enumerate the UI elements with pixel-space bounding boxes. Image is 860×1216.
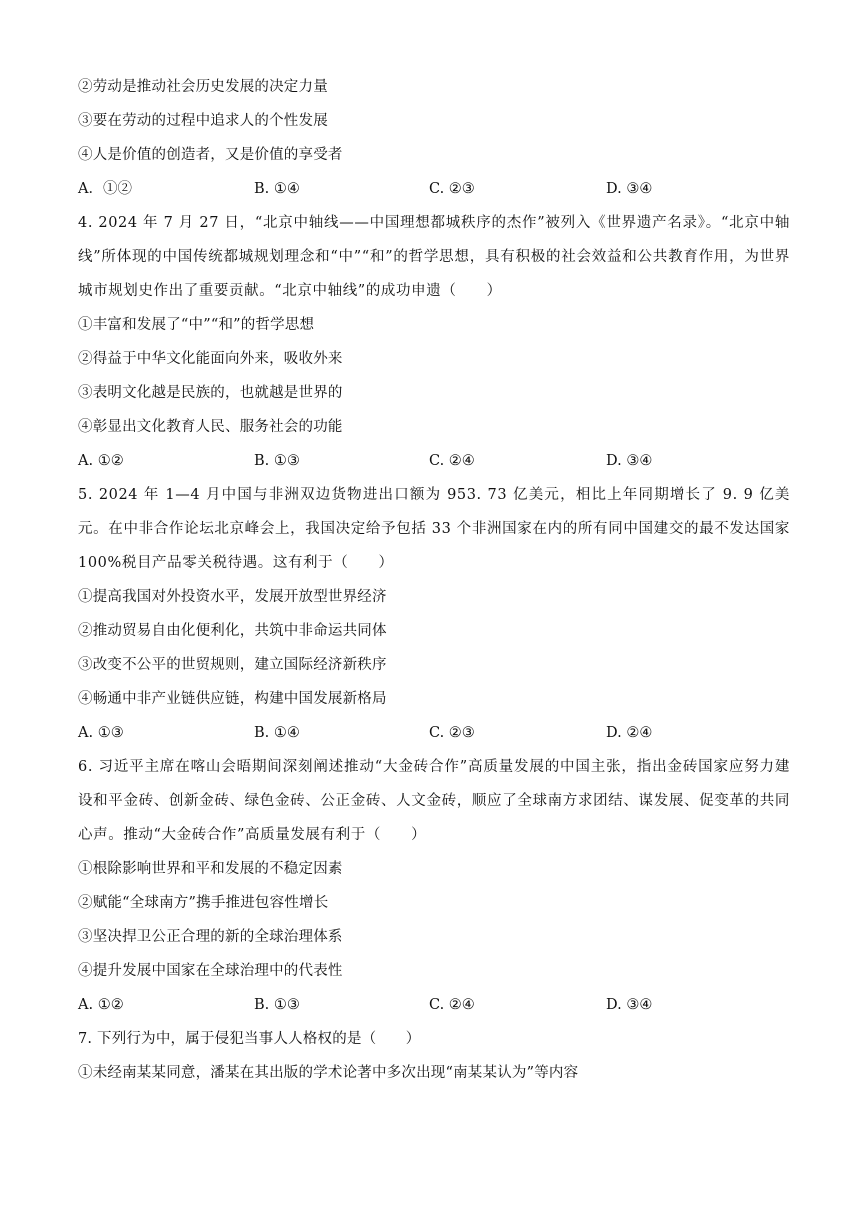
q6-stem: 6. 习近平主席在喀山会晤期间深刻阐述推动“大金砖合作”高质量发展的中国主张，指出金砖国家应努力建设和平金砖、创新金砖、绿色金砖、公正金砖、人文金砖，顺应了全球南方求团结、谋发展、促变革的共同心声。推动“大金砖合作”高质量发展有利于（ ） — [78, 759, 790, 843]
q3-option-c: C. ②③ — [429, 181, 475, 197]
q5-option-b: B. ①④ — [254, 725, 300, 741]
q3-option-b: B. ①④ — [254, 181, 300, 197]
q4-option-a: A. ①② — [78, 453, 124, 469]
q6-option-b: B. ①③ — [254, 997, 300, 1013]
q5-option-d: D. ②④ — [606, 725, 653, 741]
q6-option-d: D. ③④ — [606, 997, 653, 1013]
q5-item-1: ①提高我国对外投资水平，发展开放型世界经济 — [78, 589, 387, 605]
q3-item-3: ③要在劳动的过程中追求人的个性发展 — [78, 113, 328, 129]
q4-stem: 4. 2024 年 7 月 27 日，“北京中轴线——中国理想都城秩序的杰作”被列入《世界遗产名录》。“北京中轴线”所体现的中国传统都城规划理念和“中”“和”的哲学思想，具有积极的社会效益和公共教育作用，为世界城市规划史作出了重要贡献。“北京中轴线”的成功申遗（ ） — [78, 215, 790, 299]
q4-options — [78, 444, 790, 478]
q4-option-d: D. ③④ — [606, 453, 653, 469]
q4-option-b: B. ①③ — [254, 453, 300, 469]
q6-item-4: ④提升发展中国家在全球治理中的代表性 — [78, 963, 343, 979]
q6-item-1: ①根除影响世界和平和发展的不稳定因素 — [78, 861, 343, 877]
q6-option-c: C. ②④ — [429, 997, 475, 1013]
q5-item-2: ②推动贸易自由化便利化，共筑中非命运共同体 — [78, 623, 387, 639]
q6-option-a: A. ①② — [78, 997, 124, 1013]
q5-item-4: ④畅通中非产业链供应链，构建中国发展新格局 — [78, 691, 387, 707]
q3-item-2: ②劳动是推动社会历史发展的决定力量 — [78, 79, 328, 95]
q3-item-4: ④人是价值的创造者，又是价值的享受者 — [78, 147, 343, 163]
q4-option-c: C. ②④ — [429, 453, 475, 469]
q4-item-1: ①丰富和发展了“中”“和”的哲学思想 — [78, 317, 315, 333]
q7-item-1: ①未经南某某同意，潘某在其出版的学术论著中多次出现“南某某认为”等内容 — [78, 1065, 579, 1081]
q6-item-2: ②赋能“全球南方”携手推进包容性增长 — [78, 895, 329, 911]
q4-item-2: ②得益于中华文化能面向外来，吸收外来 — [78, 351, 343, 367]
q4-item-3: ③表明文化越是民族的，也就越是世界的 — [78, 385, 343, 401]
q5-option-a: A. ①③ — [78, 725, 124, 741]
q5-stem: 5. 2024 年 1—4 月中国与非洲双边货物进出口额为 953. 73 亿美元，相比上年同期增长了 9. 9 亿美元。在中非合作论坛北京峰会上，我国决定给予包括 33 个非洲国家在内的所有同中国建交的最不发达国家 100%税目产品零关税待遇。这有利于（ ） — [78, 487, 790, 571]
exam-page — [78, 70, 790, 1090]
q5-option-c: C. ②③ — [429, 725, 475, 741]
q5-item-3: ③改变不公平的世贸规则，建立国际经济新秩序 — [78, 657, 387, 673]
q6-options — [78, 988, 790, 1022]
q6-item-3: ③坚决捍卫公正合理的新的全球治理体系 — [78, 929, 343, 945]
q3-option-d: D. ③④ — [606, 181, 653, 197]
q5-options — [78, 716, 790, 750]
q3-options — [78, 172, 790, 206]
q3-option-a: A．①② — [78, 181, 132, 197]
q4-item-4: ④彰显出文化教育人民、服务社会的功能 — [78, 419, 343, 435]
q7-stem: 7. 下列行为中，属于侵犯当事人人格权的是（ ） — [78, 1031, 421, 1047]
